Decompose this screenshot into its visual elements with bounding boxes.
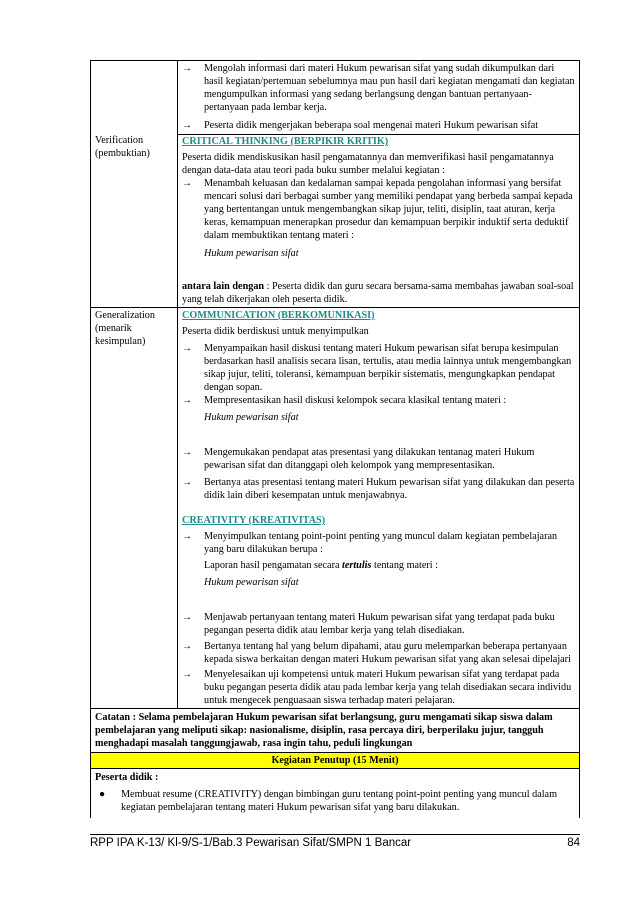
arrow-icon: → [182, 612, 193, 623]
arrow-icon: → [182, 178, 193, 189]
critical-thinking-heading: CRITICAL THINKING (BERPIKIR KRITIK) [182, 136, 389, 147]
list-item: → Menyelesaikan uji kompetensi untuk materi Hukum pewarisan sifat yang terdapat pada buku pegangan peserta didik atau pada lembar kerja yang telah disediakan secara individu untuk mengecek penguasaan siswa terhadap materi pelajaran. [182, 669, 572, 706]
list-item: → Menyimpulkan tentang point-point penting yang muncul dalam kegiatan pembelajaran yang baru dilakukan berupa : [182, 531, 558, 555]
list-item: → Menyampaikan hasil diskusi tentang materi Hukum pewarisan sifat berupa kesimpulan berdasarkan hasil analisis secara lisan, tertulis, atau media lainnya untuk mengembangkan sikap jujur, teliti, toleransi, kemampuan berpikir sistematis, mengungkapkan pendapat dengan sopan. [182, 343, 572, 393]
page-footer [90, 834, 580, 850]
list-item: → Peserta didik mengerjakan beberapa soal mengenai materi Hukum pewarisan sifat [182, 120, 539, 131]
generalization-label-cell: Generalization (menarik kesimpulan) [91, 308, 178, 709]
arrow-icon: → [182, 447, 193, 458]
laporan-text: Laporan hasil pengamatan secara tertulis tentang materi : [204, 560, 438, 571]
list-item: → Bertanya tentang hal yang belum dipahami, atau guru melemparkan beberapa pertanyaan kepada siswa berkaitan dengan materi Hukum pewarisan sifat yang akan selesai dipelajari [182, 641, 571, 665]
generalization-label: Generalization [95, 310, 155, 321]
closing-heading-row [91, 753, 580, 769]
antara-text: antara lain dengan : Peserta didik dan guru secara bersama-sama membahas jawaban soal-soal yang telah dikerjakan oleh peserta didik. [182, 281, 574, 305]
arrow-icon: → [182, 641, 193, 652]
topic-text: Hukum pewarisan sifat [204, 248, 299, 259]
list-item: → Mengemukakan pendapat atas presentasi yang dilakukan tentanag materi Hukum pewarisan sifat dan ditanggapi oleh kelompok yang mempresentasikan. [182, 447, 535, 471]
note-row [91, 709, 580, 753]
creativity-heading: CREATIVITY (KREATIVITAS) [182, 515, 326, 526]
verification-content [178, 61, 580, 308]
lesson-plan-page [90, 60, 580, 818]
list-item: → Menjawab pertanyaan tentang materi Hukum pewarisan sifat yang terdapat pada buku pegangan peserta didik atau lembar kerja yang telah disediakan. [182, 612, 555, 636]
kegiatan-penutup-heading: Kegiatan Penutup (15 Menit) [91, 753, 580, 769]
critical-text: Peserta didik mendiskusikan hasil pengamatannya dan memverifikasi hasil pengamatannya dengan data-data atau teori pada buku sumber melalui kegiatan : [182, 152, 554, 176]
peserta-label: Peserta didik : [95, 772, 159, 783]
verification-label-cell [91, 61, 178, 308]
list-item: ● Membuat resume (CREATIVITY) dengan bimbingan guru tentang point-point penting yang muncul dalam kegiatan pembelajaran tentang materi Hukum pewarisan sifat yang baru dilakukan. [95, 788, 575, 814]
list-item: → Mengolah informasi dari materi Hukum pewarisan sifat yang sudah dikumpulkan dari hasil kegiatan/pertemuan sebelumnya mau pun hasil dari kegiatan mengamati dan kegiatan mengumpulkan informasi yang sedang berlangsung dengan bantuan pertanyaan-pertanyaan pada lembar kerja. [182, 63, 575, 113]
footer-title: RPP IPA K-13/ Kl-9/S-1/Bab.3 Pewarisan Sifat/SMPN 1 Bancar [90, 837, 412, 849]
verification-label-sub: (pembuktian) [95, 148, 150, 159]
closing-content [91, 769, 580, 819]
bullet-icon: ● [99, 789, 106, 800]
arrow-icon: → [182, 669, 193, 680]
closing-content-row [91, 769, 580, 819]
generalization-row [91, 308, 580, 709]
arrow-icon: → [182, 120, 193, 131]
generalization-content: COMMUNICATION (BERKOMUNIKASI) Peserta didik berdiskusi untuk menyimpulkan → Menyampaikan hasil diskusi tentang materi Hukum pewarisan sifat berupa kesimpulan berdasarkan hasil analisis secara lisan, tertulis, atau media lainnya untuk mengembangkan sikap jujur, teliti, toleransi, kemampuan berpikir sistematis, mengungkapkan pendapat dengan sopan. → Mempresentasikan hasil diskusi kelompok secara klasikal tentang materi : Hukum pewarisan sifat → Mengemukakan pendapat atas presentasi yang dilakukan tentanag materi Hukum pewarisan sifat dan ditanggapi oleh kelompok yang mempresentasikan. → Bertanya atas presentasi tentang materi Hukum pewarisan sifat yang dilakukan dan peserta didik lain diberi kesempatan untuk menjawabnya. CREATIVITY (KREATIVITAS) → Menyimpulkan tentang point-point penting yang muncul dalam kegiatan pembelajaran yang baru dilakukan berupa : Laporan hasil pengamatan secara tertulis tentang materi : Hukum pewarisan sifat → Menjawab pertanyaan tentang materi Hukum pewarisan sifat yang terdapat pada buku pegangan peserta didik atau lembar kerja yang telah disediakan. → Bertanya tentang hal yang belum dipahami, atau guru melemparkan beberapa pertanyaan kepada siswa berkaitan dengan materi Hukum pewarisan sifat yang akan selesai dipelajari → Menyelesaikan uji kompetensi untuk materi Hukum pewarisan sifat yang terdapat pada buku pegangan peserta didik atau pada lembar kerja yang telah disediakan secara individu untuk mengecek penguasaan siswa terhadap materi pelajaran. [178, 308, 580, 709]
list-item: → Bertanya atas presentasi tentang materi Hukum pewarisan sifat yang dilakukan dan peserta didik lain diberi kesempatan untuk menjawabnya. [182, 477, 575, 501]
list-item: → Mempresentasikan hasil diskusi kelompok secara klasikal tentang materi : [182, 395, 507, 406]
arrow-icon: → [182, 531, 193, 542]
arrow-icon: → [182, 477, 193, 488]
catatan-note: Catatan : Selama pembelajaran Hukum pewarisan sifat berlangsung, guru mengamati sikap siswa dalam pembelajaran yang meliputi sikap: nasionalisme, disiplin, rasa percaya diri, berperilaku jujur, tangguh menghadapi masalah tanggungjawab, rasa ingin tahu, peduli lingkungan [91, 709, 580, 753]
arrow-icon: → [182, 63, 193, 74]
communication-heading: COMMUNICATION (BERKOMUNIKASI) [182, 310, 375, 321]
page-number: 84 [567, 837, 580, 849]
verification-row [91, 61, 580, 308]
arrow-icon: → [182, 395, 193, 406]
verification-label: Verification [95, 135, 144, 146]
arrow-icon: → [182, 343, 193, 354]
activity-table [90, 60, 580, 818]
list-item: → Menambah keluasan dan kedalaman sampai kepada pengolahan informasi yang bersifat mencari solusi dari berbagai sumber yang memiliki pendapat yang berbeda sampai kepada yang bertentangan untuk mengembangkan sikap jujur, teliti, disiplin, taat aturan, kerja keras, kemampuan menerapkan prosedur dan kemampuan berpikir induktif serta deduktif dalam membuktikan tentang materi : [182, 178, 573, 241]
